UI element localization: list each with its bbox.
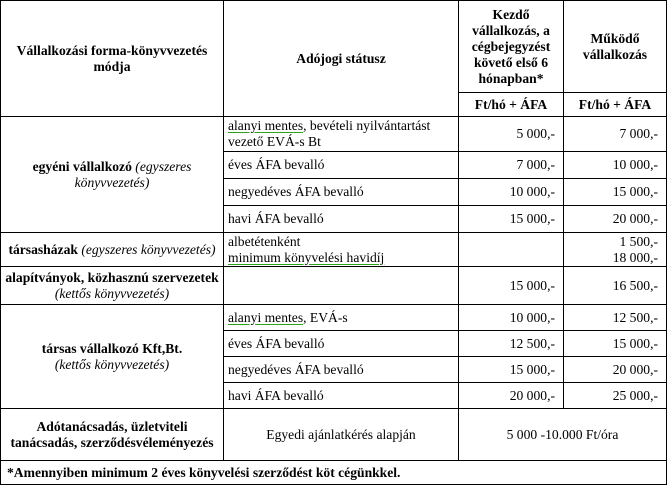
ado-price: 5 000 -10.000 Ft/óra	[459, 409, 667, 461]
tarsashaz-start	[459, 233, 564, 267]
egyeni-category	[1, 117, 224, 233]
egyeni-status-4: havi ÁFA bevalló	[224, 206, 459, 233]
tarsas-op-2: 15 000,-	[564, 331, 667, 357]
tarsashaz-status-1: albetétenként	[228, 233, 301, 249]
egyeni-status-2: éves ÁFA bevalló	[224, 152, 459, 179]
egyeni-op-2: 10 000,-	[564, 152, 667, 179]
header-start-cell	[459, 1, 564, 93]
header-status-cell	[224, 1, 459, 117]
alapitvany-note: (kettős könyvvezetés)	[54, 285, 170, 301]
header-form-cell	[1, 1, 224, 117]
egyeni-start-3: 10 000,-	[459, 179, 564, 206]
tarsas-note: (kettős könyvvezetés)	[54, 356, 170, 372]
tarsas-category	[1, 305, 224, 409]
egyeni-start-2: 7 000,-	[459, 152, 564, 179]
alapitvany-status	[224, 267, 459, 305]
header-start: Kezdő vállalkozás, a cégbejegyzést követő első 6 hónapban*	[471, 6, 551, 86]
tarsas-status-1	[224, 305, 459, 331]
tarsas-status-3: negyedéves ÁFA bevalló	[224, 357, 459, 383]
tarsas-name: társas vállalkozó Kft,Bt.	[41, 340, 183, 356]
unit-start: Ft/hó + ÁFA	[459, 93, 564, 117]
tarsas-start-1: 10 000,-	[459, 305, 564, 331]
alapitvany-name: alapítványok, közhasznú szervezetek	[5, 269, 219, 285]
tarsashaz-status	[224, 233, 459, 267]
tarsashaz-note: (egyszeres könyvvezetés)	[81, 241, 216, 257]
egyeni-op-1: 7 000,-	[564, 117, 667, 152]
tarsas-start-2: 12 500,-	[459, 331, 564, 357]
egyeni-op-4: 20 000,-	[564, 206, 667, 233]
tarsashaz-op-1: 1 500,-	[619, 233, 658, 249]
egyeni-start-1: 5 000,-	[459, 117, 564, 152]
tarsashaz-status-2: minimum könyvelési havidíj	[228, 249, 385, 265]
egyeni-start-4: 15 000,-	[459, 206, 564, 233]
egyeni-note: (egyszeres könyvvezetés)	[74, 158, 192, 190]
egyeni-status-3: negyedéves ÁFA bevalló	[224, 179, 459, 206]
egyeni-status-1-rest: , bevételi nyilvántartást vezető EVÁ-s Bt	[228, 118, 431, 149]
tarsashaz-category	[1, 233, 224, 267]
egyeni-status-1	[224, 117, 459, 152]
egyeni-op-3: 15 000,-	[564, 179, 667, 206]
header-op-cell	[564, 1, 667, 93]
header-status: Adójogi státusz	[296, 50, 386, 66]
tarsas-status-2: éves ÁFA bevalló	[224, 331, 459, 357]
alapitvany-start: 15 000,-	[459, 267, 564, 305]
tarsas-op-4: 25 000,-	[564, 383, 667, 409]
alapitvany-category	[1, 267, 224, 305]
tarsas-start-4: 20 000,-	[459, 383, 564, 409]
header-op: Működő vállalkozás	[582, 30, 648, 62]
tarsas-op-1: 12 500,-	[564, 305, 667, 331]
egyeni-name: egyéni vállalkozó	[32, 158, 132, 174]
header-form: Vállalkozási forma-könyvvezetés módja	[16, 42, 208, 74]
ado-category: Adótanácsadás, üzletviteli tanácsadás, szerződésvéleményezés	[1, 409, 224, 461]
tarsashaz-name: társasházak	[8, 241, 78, 257]
ado-status: Egyedi ajánlatkérés alapján	[224, 409, 459, 461]
alanyi-mentes-1: alanyi mentes	[228, 118, 304, 133]
tarsas-status-1-rest: , EVÁ-s	[303, 309, 348, 325]
tarsashaz-op-2: 18 000,-	[612, 249, 658, 265]
tarsas-status-4: havi ÁFA bevalló	[224, 383, 459, 409]
tarsas-start-3: 15 000,-	[459, 357, 564, 383]
alanyi-mentes-2: alanyi mentes	[228, 309, 304, 325]
tarsas-op-3: 20 000,-	[564, 357, 667, 383]
alapitvany-op: 16 500,-	[564, 267, 667, 305]
unit-op: Ft/hó + ÁFA	[564, 93, 667, 117]
tarsashaz-op	[564, 233, 667, 267]
footnote: *Amennyiben minimum 2 éves könyvelési szerződést köt cégünkkel.	[1, 461, 667, 485]
